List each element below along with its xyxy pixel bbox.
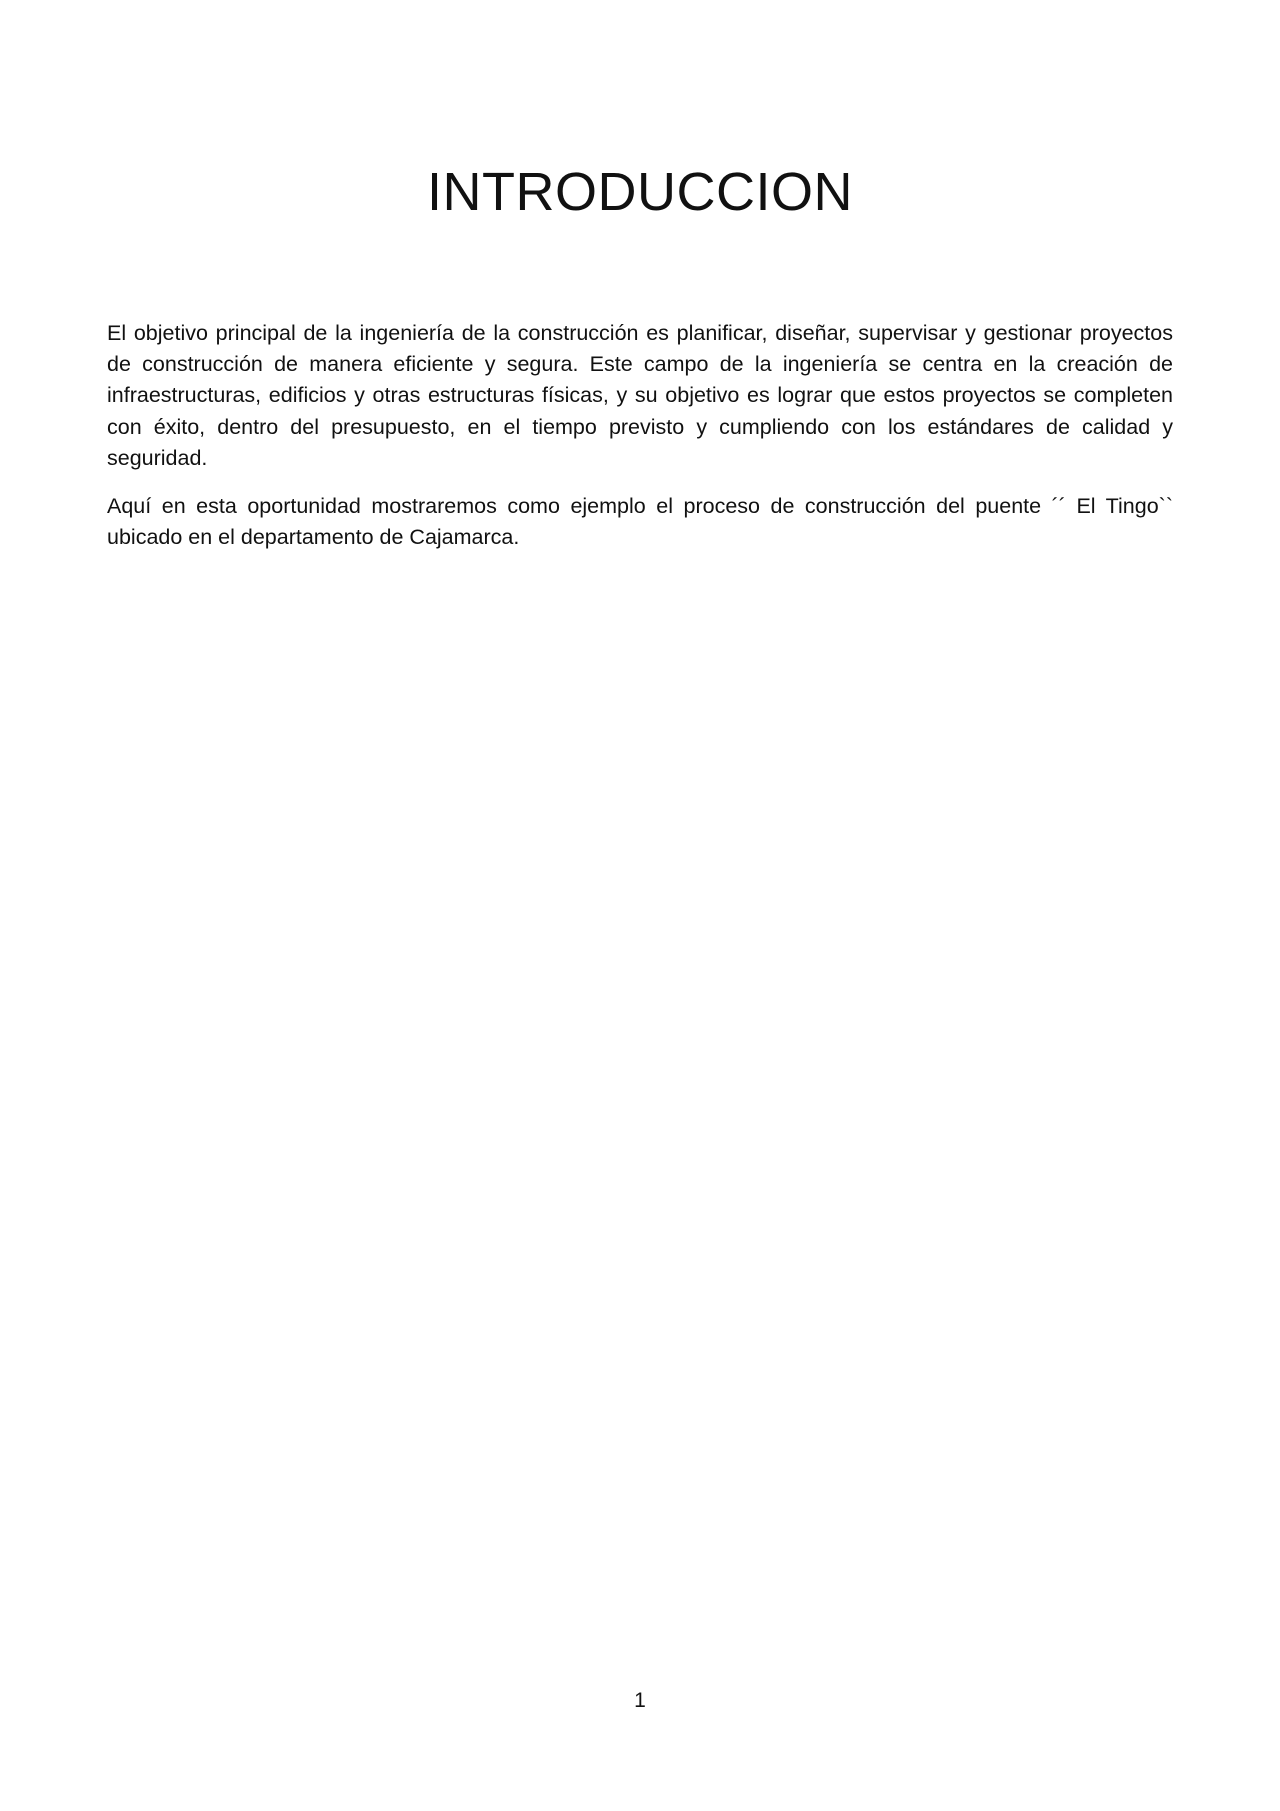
document-body — [107, 318, 1173, 570]
paragraph-example: Aquí en esta oportunidad mostraremos como ejemplo el proceso de construcción del puente ´´ El Tingo`` ubicado en el departamento de Cajamarca. — [107, 494, 1173, 550]
page-number: 1 — [634, 1689, 646, 1712]
page-title: INTRODUCCION — [427, 162, 853, 222]
paragraph-objective: El objetivo principal de la ingeniería de la construcción es planificar, diseñar, supervisar y gestionar proyectos de construcción de manera eficiente y segura. Este campo de la ingeniería se centra en la creación de infraestructuras, edificios y otras estructuras físicas, y su objetivo es lograr que estos proyectos se completen con éxito, dentro del presupuesto, en el tiempo previsto y cumpliendo con los estándares de calidad y seguridad. — [107, 321, 1173, 470]
